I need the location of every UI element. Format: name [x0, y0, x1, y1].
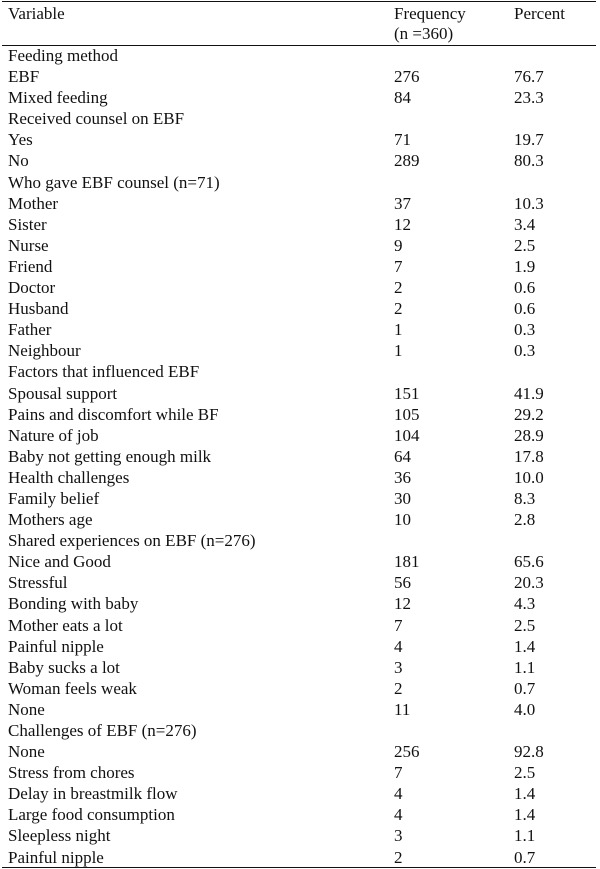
row-frequency: 36 [394, 467, 411, 487]
row-frequency: 64 [394, 446, 411, 466]
table-row [0, 236, 600, 257]
table-row [0, 510, 600, 531]
row-frequency: 56 [394, 573, 411, 593]
table-row [0, 320, 600, 341]
table-row [0, 616, 600, 637]
table-row [0, 405, 600, 426]
row-frequency: 7 [394, 763, 403, 783]
table-row [0, 88, 600, 109]
row-percent: 80.3 [514, 151, 544, 171]
table-row [0, 594, 600, 615]
row-label: No [8, 151, 29, 171]
row-label: Sister [8, 214, 47, 234]
row-label: Nice and Good [8, 552, 111, 572]
row-label: Husband [8, 299, 69, 319]
table-row [0, 67, 600, 88]
row-percent: 0.7 [514, 678, 536, 698]
row-label: Feeding method [8, 46, 119, 65]
row-frequency: 276 [394, 67, 420, 87]
row-frequency: 9 [394, 235, 403, 255]
row-frequency: 71 [394, 130, 411, 150]
row-label: Sleepless night [8, 826, 111, 846]
row-label: Friend [8, 256, 53, 276]
row-label: Mother [8, 193, 59, 213]
row-frequency: 289 [394, 151, 420, 171]
row-frequency: 4 [394, 784, 403, 804]
row-label: Factors that influenced EBF [8, 362, 200, 382]
row-label: Challenges of EBF (n=276) [8, 721, 197, 740]
row-frequency: 1 [394, 341, 403, 361]
table-body [0, 46, 600, 869]
row-percent: 1.1 [514, 657, 536, 677]
row-label: Nature of job [8, 425, 99, 445]
row-frequency: 1 [394, 320, 403, 340]
section-row [0, 721, 600, 742]
row-label: Large food consumption [8, 805, 175, 825]
header-variable: Variable [8, 4, 65, 23]
row-frequency: 4 [394, 636, 403, 656]
row-label: EBF [8, 67, 40, 87]
row-percent: 76.7 [514, 67, 544, 87]
table-row [0, 384, 600, 405]
row-frequency: 37 [394, 193, 411, 213]
table-row [0, 658, 600, 679]
row-frequency: 12 [394, 214, 411, 234]
row-label: Stress from chores [8, 763, 135, 783]
table-row [0, 679, 600, 700]
table-row [0, 341, 600, 362]
row-label: None [8, 742, 45, 762]
row-frequency: 2 [394, 847, 403, 867]
row-frequency: 30 [394, 488, 411, 508]
table-row [0, 299, 600, 320]
table-top-rule [2, 1, 596, 2]
table-row [0, 700, 600, 721]
header-frequency-label: Frequency [394, 4, 466, 23]
row-frequency: 2 [394, 278, 403, 298]
row-frequency: 256 [394, 742, 420, 762]
section-row [0, 362, 600, 383]
row-percent: 29.2 [514, 404, 544, 424]
table-row [0, 805, 600, 826]
table-row [0, 573, 600, 594]
row-percent: 8.3 [514, 488, 536, 508]
table-row [0, 848, 600, 869]
table-row [0, 489, 600, 510]
section-row [0, 531, 600, 552]
table-row [0, 637, 600, 658]
row-frequency: 151 [394, 383, 420, 403]
row-label: Bonding with baby [8, 594, 139, 614]
row-label: Pains and discomfort while BF [8, 404, 219, 424]
row-label: Mixed feeding [8, 88, 108, 108]
row-percent: 2.5 [514, 763, 536, 783]
row-percent: 0.3 [514, 320, 536, 340]
row-label: Nurse [8, 235, 49, 255]
table-row [0, 552, 600, 573]
table-row [0, 426, 600, 447]
row-frequency: 84 [394, 88, 411, 108]
row-frequency: 12 [394, 594, 411, 614]
row-percent: 2.5 [514, 615, 536, 635]
row-label: Delay in breastmilk flow [8, 784, 178, 804]
row-frequency: 181 [394, 552, 420, 572]
row-label: Who gave EBF counsel (n=71) [8, 172, 220, 192]
row-label: Baby sucks a lot [8, 657, 120, 677]
row-percent: 1.4 [514, 636, 536, 656]
row-percent: 1.4 [514, 784, 536, 804]
table-row [0, 447, 600, 468]
row-frequency: 3 [394, 826, 403, 846]
row-label: Neighbour [8, 341, 81, 361]
row-label: Mothers age [8, 510, 93, 530]
table-row [0, 257, 600, 278]
row-label: Father [8, 320, 52, 340]
row-percent: 3.4 [514, 214, 536, 234]
header-frequency-n: (n =360) [394, 24, 454, 43]
table-row [0, 784, 600, 805]
row-percent: 1.9 [514, 256, 536, 276]
row-label: None [8, 699, 45, 719]
row-percent: 10.0 [514, 467, 544, 487]
row-percent: 17.8 [514, 446, 544, 466]
row-label: Painful nipple [8, 636, 104, 656]
row-label: Stressful [8, 573, 68, 593]
row-percent: 10.3 [514, 193, 544, 213]
row-label: Shared experiences on EBF (n=276) [8, 531, 256, 551]
row-percent: 1.1 [514, 826, 536, 846]
table-row [0, 742, 600, 763]
row-percent: 65.6 [514, 552, 544, 572]
table-row [0, 278, 600, 299]
table-row [0, 130, 600, 151]
row-label: Yes [8, 130, 33, 150]
row-frequency: 104 [394, 425, 420, 445]
row-percent: 41.9 [514, 383, 544, 403]
table-bottom-rule [2, 867, 596, 868]
row-percent: 92.8 [514, 742, 544, 762]
row-percent: 0.3 [514, 341, 536, 361]
row-percent: 20.3 [514, 573, 544, 593]
section-row [0, 46, 600, 67]
table-row [0, 763, 600, 784]
row-label: Baby not getting enough milk [8, 446, 212, 466]
row-percent: 0.6 [514, 299, 536, 319]
section-row [0, 173, 600, 194]
row-percent: 2.8 [514, 510, 536, 530]
row-percent: 19.7 [514, 130, 544, 150]
row-label: Family belief [8, 488, 100, 508]
row-percent: 0.6 [514, 278, 536, 298]
row-frequency: 7 [394, 256, 403, 276]
row-frequency: 7 [394, 615, 403, 635]
row-frequency: 2 [394, 678, 403, 698]
section-row [0, 109, 600, 130]
row-frequency: 2 [394, 299, 403, 319]
header-percent: Percent [514, 4, 565, 23]
row-frequency: 3 [394, 657, 403, 677]
row-frequency: 10 [394, 510, 411, 530]
row-label: Received counsel on EBF [8, 109, 185, 129]
row-label: Woman feels weak [8, 678, 137, 698]
row-percent: 23.3 [514, 88, 544, 108]
table-row [0, 194, 600, 215]
table-row [0, 215, 600, 236]
row-label: Painful nipple [8, 847, 104, 867]
table-row [0, 468, 600, 489]
row-percent: 1.4 [514, 805, 536, 825]
row-percent: 4.3 [514, 594, 536, 614]
row-frequency: 105 [394, 404, 420, 424]
row-label: Doctor [8, 278, 56, 298]
row-percent: 0.7 [514, 847, 536, 867]
row-label: Health challenges [8, 467, 130, 487]
row-percent: 28.9 [514, 425, 544, 445]
row-label: Spousal support [8, 383, 118, 403]
row-percent: 4.0 [514, 699, 536, 719]
row-percent: 2.5 [514, 235, 536, 255]
row-label: Mother eats a lot [8, 615, 123, 635]
row-frequency: 4 [394, 805, 403, 825]
table-row [0, 826, 600, 847]
table-row [0, 151, 600, 172]
header-frequency [394, 4, 466, 44]
row-frequency: 11 [394, 699, 411, 719]
